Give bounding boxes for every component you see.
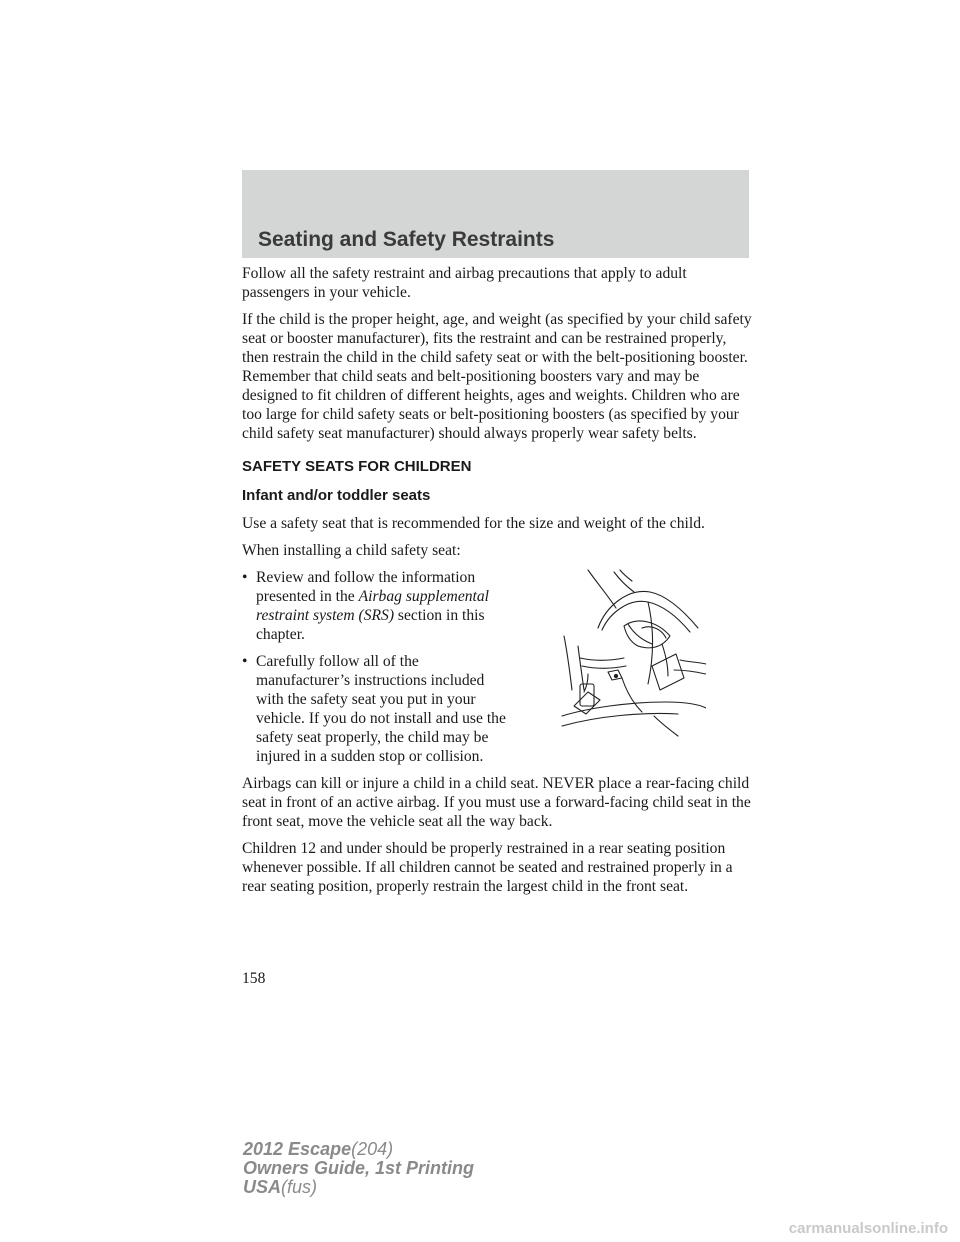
seat-belt-buckle-illustration (558, 566, 706, 742)
bullet-marker: • (242, 569, 248, 586)
bullet1-text: Review and follow the information presented in the (256, 569, 476, 605)
watermark: carmanualsonline.info (788, 1220, 948, 1237)
list-item (242, 652, 512, 766)
section-header-band (242, 170, 749, 258)
bullet2-text: Carefully follow all of the manufacturer’s instructions included with the safety seat you put in your vehicle. If you do not install and use the safety seat properly, the child may be injured in a sudden stop or collision. (256, 653, 506, 765)
section-title: Seating and Safety Restraints (258, 228, 555, 251)
list-item (242, 568, 512, 644)
paragraph-when-installing: When installing a child safety seat: (242, 542, 461, 559)
paragraph-use-safety-seat: Use a safety seat that is recommended for the size and weight of the child. (242, 515, 705, 532)
footer-printing-line (243, 1159, 474, 1178)
bullet1-text-end: section in this chapter. (256, 607, 485, 643)
section-heading-safety-seats: SAFETY SEATS FOR CHILDREN (242, 458, 472, 475)
paragraph-child-restraint: If the child is the proper height, age, and weight (as specified by your child safety seat or booster manufacturer), fits the restraint and can be restrained properly, then restrain the child in the child safety seat or with the belt-positioning booster. Remember that child seats and belt-positioning boosters vary and may be designed to fit children of different heights, ages and weights. Children who are too large for child safety seats or belt-positioning boosters (as specified by your child safety seat manufacturer) should always properly wear safety belts. (242, 311, 752, 442)
footer-printing: Owners Guide, 1st Printing (243, 1158, 475, 1178)
footer-region-code: (fus) (281, 1177, 318, 1197)
footer-region-line (243, 1178, 474, 1197)
subheading-infant-toddler: Infant and/or toddler seats (242, 487, 431, 504)
paragraph-rear-seating: Children 12 and under should be properly restrained in a rear seating position whenever possible. If all children cannot be seated and restrained properly in a rear seating position, properly restrain the largest child in the front seat. (242, 840, 733, 895)
paragraph-adult-precautions: Follow all the safety restraint and airbag precautions that apply to adult passengers in your vehicle. (242, 265, 687, 301)
footer-region: USA (243, 1177, 282, 1197)
bullet-marker: • (242, 653, 248, 670)
installation-bullet-list (242, 568, 512, 766)
footer-model-code: (204) (351, 1139, 394, 1159)
page-number: 158 (242, 970, 266, 987)
footer-model: 2012 Escape (243, 1139, 352, 1159)
document-footer (243, 1140, 474, 1197)
bullet1-italic-reference: Airbag supplemental restraint system (SRS) (256, 588, 489, 624)
paragraph-airbag-warning: Airbags can kill or injure a child in a child seat. NEVER place a rear-facing child seat in front of an active airbag. If you must use a forward-facing child seat in the front seat, move the vehicle seat all the way back. (242, 775, 751, 830)
footer-model-line (243, 1140, 474, 1159)
